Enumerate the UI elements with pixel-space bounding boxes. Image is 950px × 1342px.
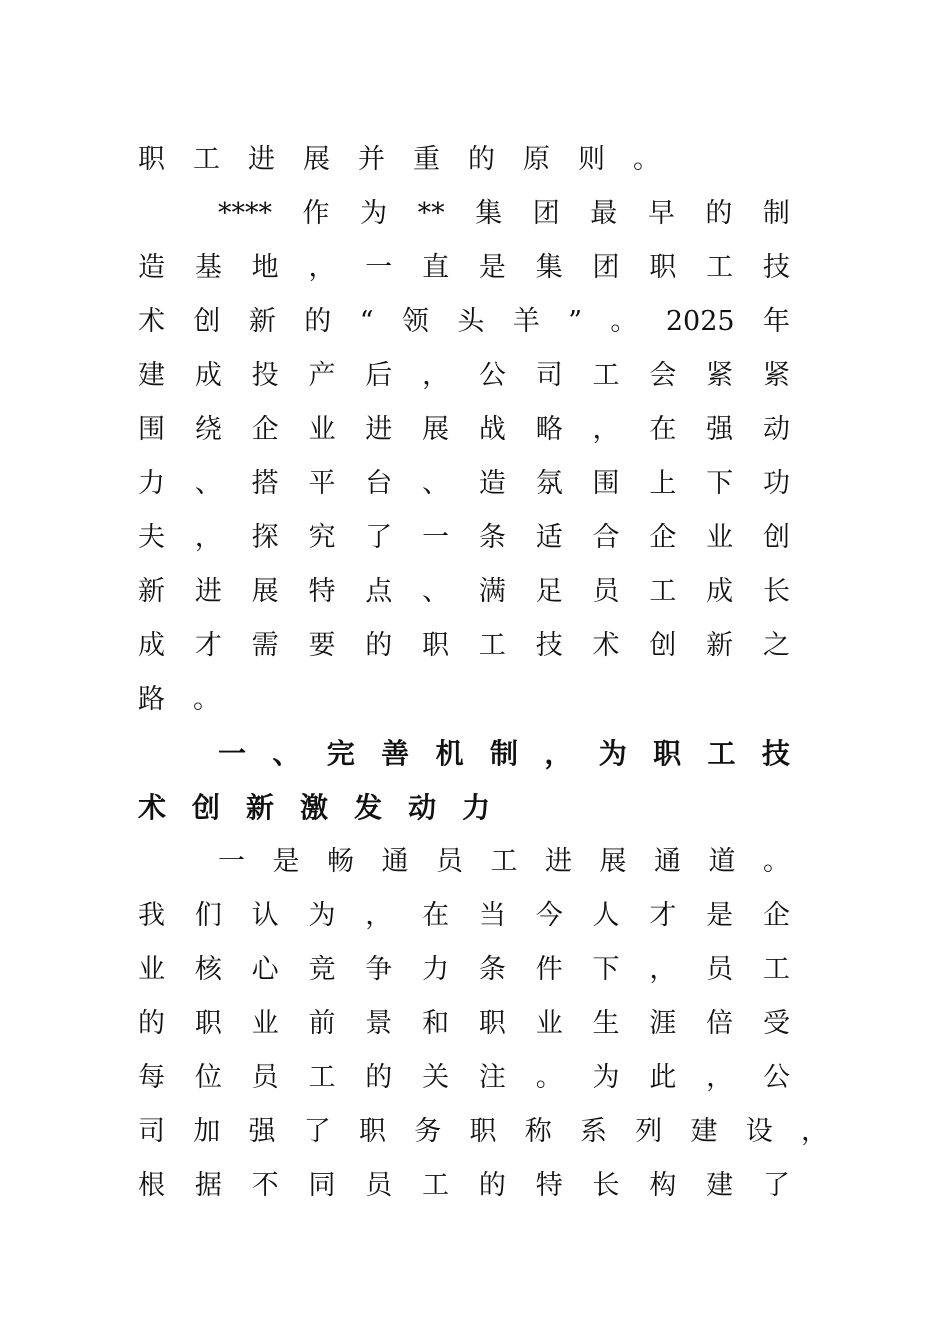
glyph: 工 bbox=[649, 576, 677, 607]
glyph: 建 bbox=[690, 1116, 718, 1147]
glyph: 司 bbox=[535, 360, 563, 391]
glyph: 团 bbox=[532, 198, 560, 229]
glyph: 一 bbox=[422, 522, 450, 553]
glyph: 通 bbox=[654, 846, 681, 877]
glyph: 企 bbox=[762, 900, 790, 931]
glyph: 力 bbox=[422, 954, 450, 985]
text-line bbox=[138, 680, 790, 720]
text-line bbox=[138, 518, 790, 558]
glyph: 略 bbox=[535, 414, 563, 445]
glyph: 强 bbox=[706, 414, 734, 445]
glyph: 的 bbox=[468, 144, 495, 175]
glyph: 满 bbox=[478, 576, 506, 607]
glyph: 上 bbox=[649, 468, 677, 499]
glyph: 是 bbox=[706, 900, 734, 931]
glyph: 业 bbox=[308, 414, 336, 445]
glyph: 系 bbox=[580, 1116, 607, 1147]
glyph: 为 bbox=[592, 1062, 620, 1093]
glyph: **** bbox=[218, 198, 272, 229]
glyph: 工 bbox=[490, 846, 518, 877]
text-line bbox=[138, 1112, 828, 1152]
glyph: 在 bbox=[649, 414, 677, 445]
glyph: 新 bbox=[706, 630, 734, 661]
glyph: 的 bbox=[478, 1170, 506, 1201]
glyph: 业 bbox=[706, 522, 734, 553]
glyph: 最 bbox=[590, 198, 618, 229]
glyph: 司 bbox=[138, 1116, 165, 1147]
glyph: 。 bbox=[633, 144, 660, 175]
glyph: 夫 bbox=[138, 522, 165, 553]
glyph: 是 bbox=[272, 846, 300, 877]
glyph: 不 bbox=[251, 1170, 279, 1201]
glyph: 前 bbox=[308, 1008, 336, 1039]
glyph: 、 bbox=[272, 737, 301, 770]
glyph: 公 bbox=[478, 360, 506, 391]
glyph: 职 bbox=[138, 144, 165, 175]
glyph: 并 bbox=[358, 144, 385, 175]
glyph: 动 bbox=[762, 414, 790, 445]
section-heading bbox=[218, 734, 790, 774]
glyph: 之 bbox=[762, 630, 790, 661]
glyph: 的 bbox=[365, 1062, 393, 1093]
glyph: 创 bbox=[762, 522, 790, 553]
glyph: 战 bbox=[478, 414, 506, 445]
glyph: 们 bbox=[194, 900, 222, 931]
glyph: 成 bbox=[706, 576, 734, 607]
glyph: 每 bbox=[138, 1062, 165, 1093]
glyph: 业 bbox=[535, 1008, 563, 1039]
glyph: 造 bbox=[138, 252, 165, 283]
glyph: 原 bbox=[523, 144, 550, 175]
glyph: 务 bbox=[414, 1116, 442, 1147]
glyph: 年 bbox=[762, 306, 790, 337]
glyph: 一 bbox=[365, 252, 393, 283]
glyph: 了 bbox=[303, 1116, 331, 1147]
glyph: 位 bbox=[194, 1062, 222, 1093]
glyph: ， bbox=[194, 522, 222, 553]
text-line bbox=[138, 950, 790, 990]
glyph: 合 bbox=[592, 522, 620, 553]
glyph: ， bbox=[592, 414, 620, 445]
glyph: 2025 bbox=[665, 306, 735, 337]
glyph: 造 bbox=[478, 468, 506, 499]
section-heading bbox=[138, 788, 790, 828]
glyph: 职 bbox=[649, 252, 677, 283]
glyph: 产 bbox=[308, 360, 336, 391]
text-line bbox=[138, 356, 790, 396]
glyph: 力 bbox=[462, 791, 491, 824]
glyph: 工 bbox=[706, 252, 734, 283]
glyph: 件 bbox=[535, 954, 563, 985]
glyph: 条 bbox=[478, 522, 506, 553]
glyph: 的 bbox=[304, 306, 332, 337]
glyph: 设 bbox=[745, 1116, 773, 1147]
glyph: 特 bbox=[308, 576, 336, 607]
glyph: 新 bbox=[138, 576, 165, 607]
glyph: ， bbox=[706, 1062, 734, 1093]
glyph: 技 bbox=[535, 630, 563, 661]
glyph: 进 bbox=[248, 144, 275, 175]
glyph: 究 bbox=[308, 522, 336, 553]
glyph: 机 bbox=[435, 737, 464, 770]
glyph: 工 bbox=[592, 360, 620, 391]
glyph: 重 bbox=[413, 144, 440, 175]
text-line bbox=[138, 410, 790, 450]
glyph: 条 bbox=[478, 954, 506, 985]
glyph: 据 bbox=[194, 1170, 222, 1201]
glyph: 工 bbox=[422, 1170, 450, 1201]
text-line bbox=[138, 248, 790, 288]
text-line bbox=[138, 1058, 790, 1098]
glyph: 头 bbox=[457, 306, 485, 337]
glyph: 建 bbox=[706, 1170, 734, 1201]
glyph: 倍 bbox=[706, 1008, 734, 1039]
glyph: 进 bbox=[194, 576, 222, 607]
glyph: 紧 bbox=[762, 360, 790, 391]
glyph: 员 bbox=[436, 846, 463, 877]
glyph: 。 bbox=[610, 306, 638, 337]
glyph: 才 bbox=[194, 630, 222, 661]
glyph: ， bbox=[308, 252, 336, 283]
glyph: 工 bbox=[193, 144, 220, 175]
glyph: ， bbox=[801, 1116, 828, 1147]
glyph: 发 bbox=[354, 791, 383, 824]
glyph: 景 bbox=[365, 1008, 393, 1039]
glyph: 技 bbox=[761, 737, 790, 770]
glyph: 职 bbox=[469, 1116, 497, 1147]
glyph: 此 bbox=[649, 1062, 677, 1093]
glyph: 一 bbox=[218, 846, 245, 877]
glyph: 工 bbox=[478, 630, 506, 661]
glyph: 职 bbox=[194, 1008, 222, 1039]
glyph: 一 bbox=[218, 737, 247, 770]
glyph: 同 bbox=[308, 1170, 336, 1201]
text-line bbox=[138, 626, 790, 666]
glyph: 职 bbox=[653, 737, 682, 770]
glyph: ， bbox=[365, 900, 393, 931]
glyph: 展 bbox=[303, 144, 330, 175]
glyph: 下 bbox=[706, 468, 734, 499]
glyph: 人 bbox=[592, 900, 620, 931]
text-line bbox=[218, 194, 790, 234]
text-line bbox=[218, 842, 790, 882]
glyph: 涯 bbox=[649, 1008, 677, 1039]
glyph: 下 bbox=[592, 954, 620, 985]
glyph: 展 bbox=[251, 576, 279, 607]
glyph: 为 bbox=[360, 198, 388, 229]
glyph: 绕 bbox=[194, 414, 222, 445]
glyph: 构 bbox=[649, 1170, 677, 1201]
glyph: 台 bbox=[365, 468, 393, 499]
glyph: 注 bbox=[478, 1062, 506, 1093]
glyph: 直 bbox=[422, 252, 450, 283]
glyph: 早 bbox=[647, 198, 675, 229]
text-line bbox=[138, 1166, 790, 1206]
glyph: 术 bbox=[138, 791, 167, 824]
glyph: “ bbox=[359, 306, 374, 337]
glyph: 集 bbox=[535, 252, 563, 283]
glyph: 进 bbox=[365, 414, 393, 445]
glyph: 争 bbox=[365, 954, 393, 985]
glyph: 职 bbox=[359, 1116, 386, 1147]
glyph: 员 bbox=[251, 1062, 279, 1093]
glyph: 制 bbox=[762, 198, 790, 229]
glyph: ， bbox=[544, 737, 573, 770]
glyph: 了 bbox=[762, 1170, 790, 1201]
glyph: 的 bbox=[365, 630, 393, 661]
glyph: 心 bbox=[251, 954, 279, 985]
glyph: 受 bbox=[762, 1008, 790, 1039]
glyph: 工 bbox=[707, 737, 736, 770]
glyph: 在 bbox=[422, 900, 450, 931]
glyph: 当 bbox=[478, 900, 506, 931]
glyph: 善 bbox=[381, 737, 410, 770]
glyph: 术 bbox=[138, 306, 165, 337]
glyph: 为 bbox=[598, 737, 627, 770]
glyph: 通 bbox=[381, 846, 409, 877]
text-line bbox=[138, 1004, 790, 1044]
glyph: 、 bbox=[422, 468, 450, 499]
glyph: 功 bbox=[762, 468, 790, 499]
glyph: 制 bbox=[489, 737, 518, 770]
glyph: 技 bbox=[762, 252, 790, 283]
glyph: 展 bbox=[599, 846, 627, 877]
glyph: 职 bbox=[478, 1008, 506, 1039]
glyph: 列 bbox=[635, 1116, 663, 1147]
glyph: 强 bbox=[248, 1116, 276, 1147]
glyph: 搭 bbox=[251, 468, 279, 499]
glyph: 氛 bbox=[535, 468, 563, 499]
glyph: 动 bbox=[408, 791, 437, 824]
glyph: 完 bbox=[326, 737, 355, 770]
glyph: 我 bbox=[138, 900, 165, 931]
glyph: 适 bbox=[535, 522, 563, 553]
glyph: 和 bbox=[422, 1008, 450, 1039]
glyph: 创 bbox=[649, 630, 677, 661]
glyph: 紧 bbox=[706, 360, 734, 391]
glyph: 平 bbox=[308, 468, 336, 499]
glyph: 认 bbox=[251, 900, 279, 931]
glyph: 员 bbox=[592, 576, 620, 607]
glyph: 根 bbox=[138, 1170, 165, 1201]
glyph: 工 bbox=[308, 1062, 336, 1093]
glyph: 生 bbox=[592, 1008, 620, 1039]
text-line bbox=[138, 896, 790, 936]
glyph: 。 bbox=[193, 684, 220, 715]
glyph: 展 bbox=[422, 414, 450, 445]
glyph: 才 bbox=[649, 900, 677, 931]
glyph: 点 bbox=[365, 576, 393, 607]
glyph: 的 bbox=[138, 1008, 165, 1039]
glyph: 路 bbox=[138, 684, 165, 715]
text-line bbox=[138, 464, 790, 504]
glyph: 创 bbox=[193, 306, 221, 337]
glyph: 工 bbox=[762, 954, 790, 985]
glyph: 竞 bbox=[308, 954, 336, 985]
glyph: ** bbox=[417, 198, 445, 229]
glyph: 道 bbox=[708, 846, 736, 877]
glyph: 力 bbox=[138, 468, 165, 499]
glyph: 进 bbox=[545, 846, 572, 877]
glyph: 激 bbox=[300, 791, 329, 824]
glyph: 公 bbox=[762, 1062, 790, 1093]
glyph: 后 bbox=[365, 360, 393, 391]
glyph: 足 bbox=[535, 576, 563, 607]
glyph: 企 bbox=[649, 522, 677, 553]
glyph: 为 bbox=[308, 900, 336, 931]
glyph: 加 bbox=[193, 1116, 221, 1147]
glyph: 长 bbox=[762, 576, 790, 607]
glyph: 员 bbox=[365, 1170, 393, 1201]
glyph: 职 bbox=[422, 630, 450, 661]
glyph: 团 bbox=[592, 252, 620, 283]
glyph: 。 bbox=[535, 1062, 563, 1093]
glyph: 创 bbox=[192, 791, 221, 824]
glyph: 探 bbox=[251, 522, 279, 553]
text-line bbox=[138, 140, 790, 180]
glyph: 羊 bbox=[512, 306, 540, 337]
glyph: 新 bbox=[248, 306, 276, 337]
glyph: 特 bbox=[535, 1170, 563, 1201]
glyph: 业 bbox=[138, 954, 165, 985]
glyph: 地 bbox=[251, 252, 279, 283]
glyph: ” bbox=[568, 306, 582, 337]
glyph: 业 bbox=[251, 1008, 279, 1039]
glyph: 需 bbox=[251, 630, 279, 661]
glyph: 、 bbox=[422, 576, 450, 607]
glyph: 称 bbox=[524, 1116, 552, 1147]
glyph: 新 bbox=[246, 791, 275, 824]
glyph: 的 bbox=[705, 198, 733, 229]
glyph: 成 bbox=[194, 360, 222, 391]
glyph: 领 bbox=[401, 306, 429, 337]
glyph: ， bbox=[649, 954, 677, 985]
glyph: 了 bbox=[365, 522, 393, 553]
glyph: 会 bbox=[649, 360, 677, 391]
text-line bbox=[138, 302, 790, 342]
glyph: 畅 bbox=[327, 846, 354, 877]
glyph: 。 bbox=[763, 846, 790, 877]
glyph: 企 bbox=[251, 414, 279, 445]
glyph: 基 bbox=[194, 252, 222, 283]
glyph: 长 bbox=[592, 1170, 620, 1201]
glyph: ， bbox=[422, 360, 450, 391]
glyph: 围 bbox=[592, 468, 620, 499]
glyph: 则 bbox=[578, 144, 605, 175]
glyph: 关 bbox=[422, 1062, 450, 1093]
glyph: 建 bbox=[138, 360, 165, 391]
glyph: 术 bbox=[592, 630, 620, 661]
glyph: 投 bbox=[251, 360, 279, 391]
glyph: 核 bbox=[194, 954, 222, 985]
text-line bbox=[138, 572, 790, 612]
glyph: 、 bbox=[194, 468, 222, 499]
glyph: 要 bbox=[308, 630, 336, 661]
glyph: 集 bbox=[475, 198, 503, 229]
glyph: 今 bbox=[535, 900, 563, 931]
glyph: 是 bbox=[478, 252, 506, 283]
glyph: 员 bbox=[706, 954, 734, 985]
glyph: 成 bbox=[138, 630, 165, 661]
glyph: 作 bbox=[302, 198, 330, 229]
glyph: 围 bbox=[138, 414, 165, 445]
